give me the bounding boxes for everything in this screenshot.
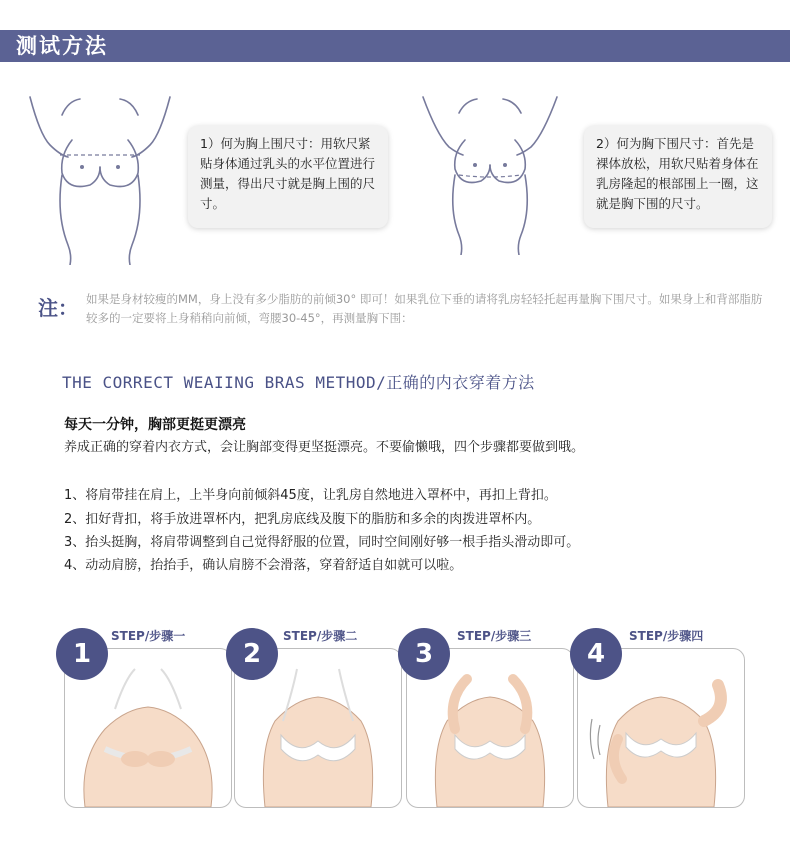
method-title: THE CORRECT WEAIING BRAS METHOD/正确的内衣穿着方法 — [62, 373, 535, 392]
note-text: 如果是身材较瘦的MM，身上没有多少脂肪的前倾30° 即可！如果乳位下垂的请将乳房轻轻托起再量胸下围尺寸。如果身上和背部脂肪较多的一定要将上身稍稍向前倾，弯腰30-45°，再测量胸下围： — [86, 292, 763, 325]
step-instruction-2: 2、扣好背扣，将手放进罩杯内，把乳房底线及腹下的脂肪和多余的肉拨进罩杯内。 — [64, 512, 541, 527]
step-label-3: STEP/步骤三 — [457, 629, 532, 643]
upper-bust-text: 1）何为胸上围尺寸：用软尺紧贴身体通过乳头的水平位置进行测量，得出尺寸就是胸上围的尺寸。 — [200, 136, 376, 211]
step-number-2: 2 — [226, 628, 278, 680]
upper-bust-figure — [20, 95, 180, 265]
step-label-1: STEP/步骤一 — [111, 629, 186, 643]
step-instruction-1: 1、将肩带挂在肩上，上半身向前倾斜45度，让乳房自然地进入罩杯中，再扣上背扣。 — [64, 488, 557, 503]
section-header — [0, 30, 790, 62]
section-title: 测试方法 — [16, 34, 108, 58]
lower-bust-note — [584, 126, 772, 228]
note-label: 注： — [38, 296, 78, 320]
step-instruction-4: 4、动动肩膀，抬抬手，确认肩膀不会滑落，穿着舒适自如就可以啦。 — [64, 558, 463, 573]
step-label-2: STEP/步骤二 — [283, 629, 358, 643]
upper-bust-note — [188, 126, 388, 228]
step-instruction-3: 3、抬头挺胸，将肩带调整到自己觉得舒服的位置，同时空间刚好够一根手指头滑动即可。 — [64, 535, 580, 550]
method-headline: 每天一分钟，胸部更挺更漂亮 — [64, 417, 246, 433]
step-number-4: 4 — [570, 628, 622, 680]
step-number-3: 3 — [398, 628, 450, 680]
method-intro: 养成正确的穿着内衣方式，会让胸部变得更坚挺漂亮。不要偷懒哦，四个步骤都要做到哦。 — [64, 440, 585, 455]
lower-bust-text: 2）何为胸下围尺寸：首先是裸体放松，用软尺贴着身体在乳房隆起的根部围上一圈，这就是胸下围的尺寸。 — [596, 136, 759, 211]
lower-bust-figure — [415, 95, 565, 255]
step-number-1: 1 — [56, 628, 108, 680]
step-label-4: STEP/步骤四 — [629, 629, 704, 643]
